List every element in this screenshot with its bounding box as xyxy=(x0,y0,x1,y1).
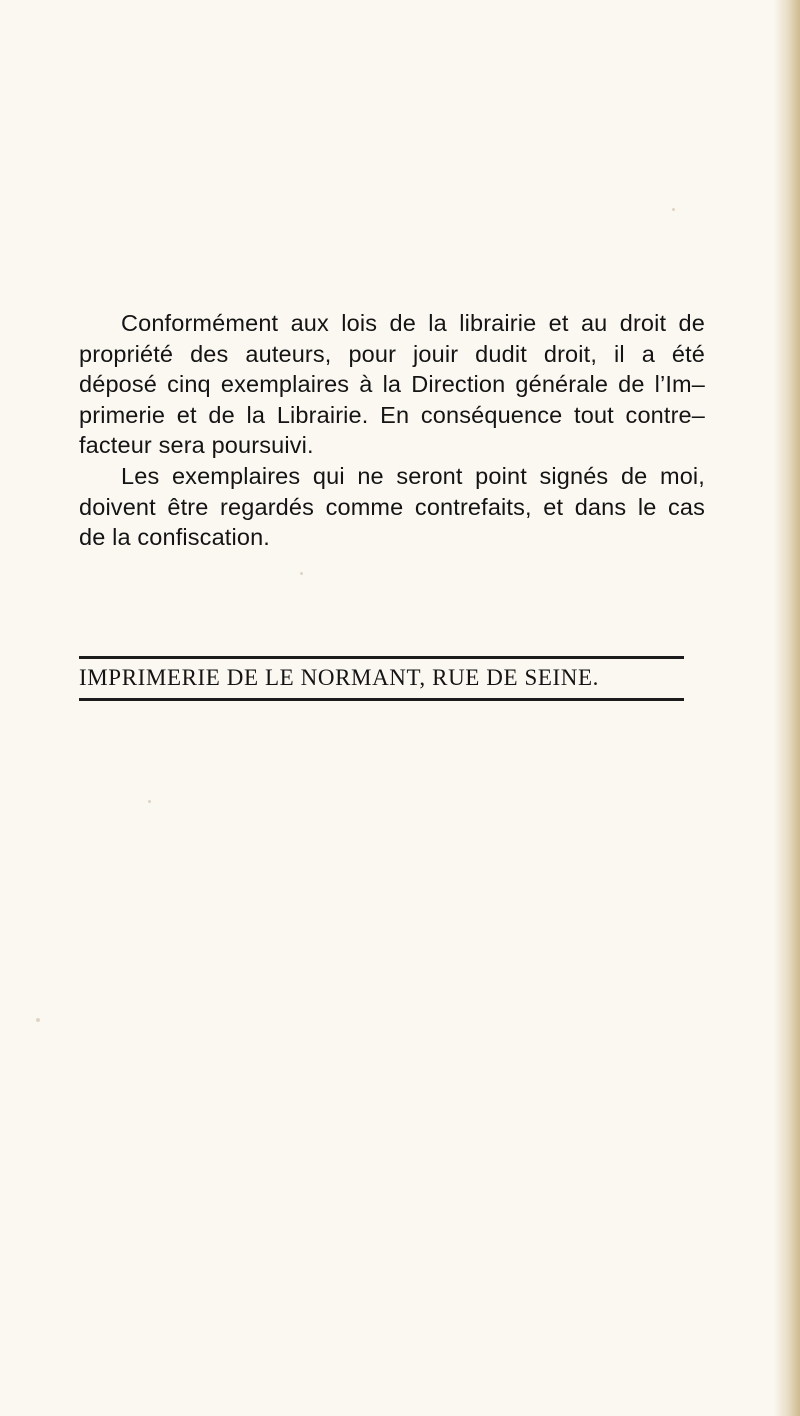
notice-line: facteur sera poursuivi. xyxy=(79,432,314,459)
notice-line: primerie et de la Librairie. En conséquence tout contre– xyxy=(79,401,705,428)
imprint-text: IMPRIMERIE DE LE NORMANT, RUE DE SEINE. xyxy=(79,665,599,690)
paper-spot xyxy=(148,800,151,803)
notice-line: de la confiscation. xyxy=(79,524,270,551)
paper-spot xyxy=(672,208,675,211)
printer-imprint xyxy=(79,656,684,701)
paper-spot xyxy=(300,572,303,575)
page-edge-aging xyxy=(774,0,800,1416)
notice-line: doivent être regardés comme contrefaits, et dans le cas xyxy=(79,493,705,520)
copyright-notice xyxy=(79,308,705,553)
notice-line: Conformément aux lois de la librairie et au droit de xyxy=(121,310,705,336)
notice-line: déposé cinq exemplaires à la Direction générale de l’Im– xyxy=(79,371,705,398)
notice-line: propriété des auteurs, pour jouir dudit droit, il a été xyxy=(79,340,705,367)
paper-spot xyxy=(36,1018,40,1022)
imprint-rule-top xyxy=(79,656,684,659)
notice-line: Les exemplaires qui ne seront point signés de moi, xyxy=(121,462,705,489)
imprint-rule-bottom xyxy=(79,698,684,701)
